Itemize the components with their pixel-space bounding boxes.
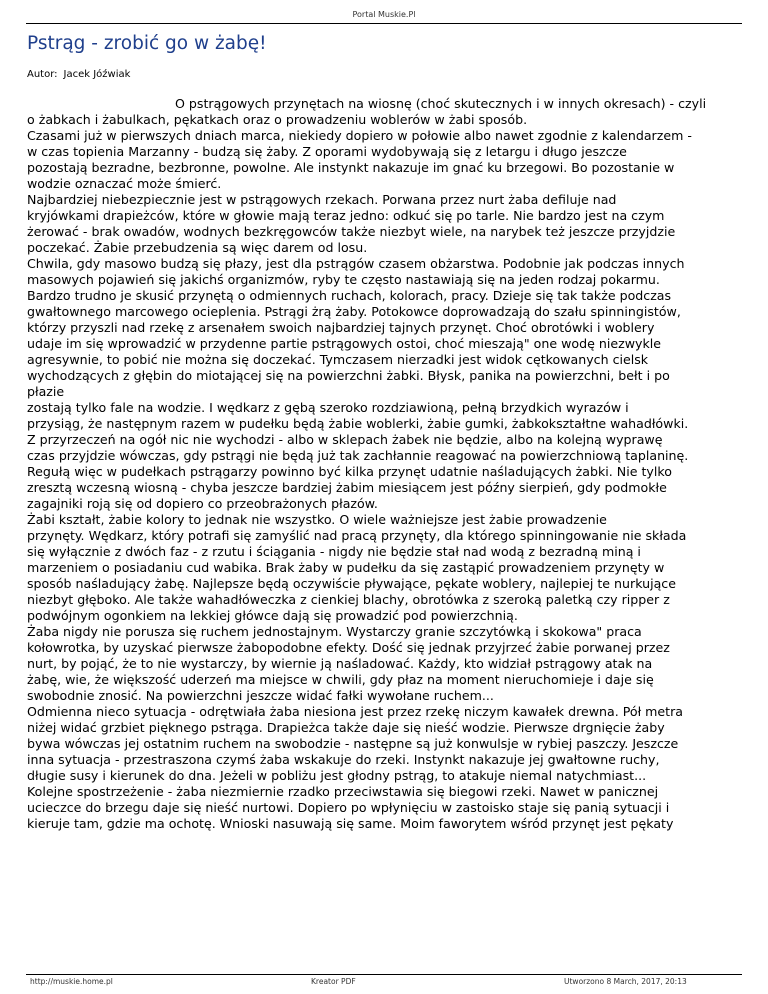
text-line: czas przyjdzie wówczas, gdy pstrągi nie będą już tak zachłannie reagować na powierzchniową taplaninę. <box>27 448 689 463</box>
text-line: bywa wówczas jej ostatnim ruchem na swobodzie - następne są już konwulsje w rybiej paszczy. Jeszcze <box>27 736 679 751</box>
text-line: kieruje tam, gdzie ma ochotę. Wnioski nasuwają się same. Moim faworytem wśród przynęt jest pękaty <box>27 816 674 831</box>
paragraph <box>27 400 743 432</box>
text-line: poczekać. Żabie przebudzenia są więc darem od losu. <box>27 240 368 255</box>
paragraph <box>27 128 743 192</box>
text-line: swobodnie znosić. Na powierzchni jeszcze widać fałki wywołane ruchem... <box>27 688 494 703</box>
text-line: żabę, wie, że większość uderzeń ma miejsce w chwili, gdy płaz na moment nieruchomieje i daje się <box>27 672 654 687</box>
text-line: przynęty. Wędkarz, który potrafi się zamyślić nad pracą przynęty, dla którego spinningowanie nie składa <box>27 528 687 543</box>
author-name: Jacek Jóźwiak <box>63 69 131 80</box>
text-line: żerować - brak owadów, wodnych bezkręgowców także niezbyt wiele, na narybek też jeszcze przyjdzie <box>27 224 676 239</box>
text-line: Kolejne spostrzeżenie - żaba niezmiernie rzadko przeciwstawia się biegowi rzeki. Nawet w panicznej <box>27 784 659 799</box>
text-line: niżej widać grzbiet pięknego pstrąga. Drapieżca także daje się nieść wodzie. Pierwsze drgnięcie żaby <box>27 720 665 735</box>
text-line: płazie <box>27 384 65 399</box>
article-body <box>27 96 743 832</box>
text-line: sposób naśladujący żabę. Najlepsze będą oczywiście pływające, pękate woblery, najlepiej te nurkujące <box>27 576 676 591</box>
text-line: Najbardziej niebezpiecznie jest w pstrągowych rzekach. Porwana przez nurt żaba defiluje nad <box>27 192 617 207</box>
text-line: zagajniki roją się od dopiero co przeobrażonych płazów. <box>27 496 378 511</box>
paragraph <box>27 432 743 512</box>
author-label: Autor: <box>27 69 58 80</box>
header-divider <box>26 23 742 24</box>
text-line: się wyłącznie z dwóch faz - z rzutu i ściągania - nigdy nie będzie stał nad wodą z bezradną miną i <box>27 544 641 559</box>
text-line: Bardzo trudno je skusić przynętą o odmiennych ruchach, kolorach, pracy. Dzieje się tak także podczas <box>27 288 672 303</box>
lead-paragraph <box>27 96 743 128</box>
text-line: inna sytuacja - przestraszona czymś żaba wskakuje do rzeki. Instynkt nakazuje jej gwałtowne ruchy, <box>27 752 660 767</box>
site-header: Portal Muskie.Pl <box>352 10 416 19</box>
text-line: Żabi kształt, żabie kolory to jednak nie wszystko. O wiele ważniejsze jest żabie prowadzenie <box>27 512 607 527</box>
text-line: wychodzących z głębin do miotającej się na powierzchni żabki. Błysk, panika na powierzchni, bełt i po <box>27 368 670 383</box>
text-line: nurt, by pojąć, że to nie wystarczy, by wiernie ją naśladować. Każdy, kto widział pstrągowy atak na <box>27 656 653 671</box>
footer-divider <box>26 974 742 975</box>
text-line: udaje im się wprowadzić w przydenne partie pstrągowych ostoi, choć mieszają" one wodę niezwykle <box>27 336 661 351</box>
footer-url: http://muskie.home.pl <box>30 977 113 986</box>
paragraph <box>27 784 743 832</box>
text-line: w czas topienia Marzanny - budzą się żaby. Z oporami wydobywają się z letargu i długo jeszcze <box>27 144 627 159</box>
text-line: kołowrotka, by uzyskać pierwsze żabopodobne efekty. Dość się jednak przyjrzeć żabie porwanej przez <box>27 640 670 655</box>
text-line: podwójnym ogonkiem na lekkiej główce dają się prowadzić pod powierzchnią. <box>27 608 518 623</box>
paragraph <box>27 624 743 704</box>
text-line: Odmienna nieco sytuacja - odrętwiała żaba niesiona jest przez rzekę niczym kawałek drewna. Pół metra <box>27 704 683 719</box>
text-line: Chwila, gdy masowo budzą się płazy, jest dla pstrągów czasem obżarstwa. Podobnie jak podczas innych <box>27 256 685 271</box>
page-title: Pstrąg - zrobić go w żabę! <box>27 33 267 54</box>
text-line: kryjówkami drapieżców, które w głowie mają teraz jedno: odkuć się po tarle. Nie bardzo jest na czym <box>27 208 665 223</box>
text-line: Z przyrzeczeń na ogół nic nie wychodzi - albo w sklepach żabek nie będzie, albo na kolejną wyprawę <box>27 432 663 447</box>
text-line: Żaba nigdy nie porusza się ruchem jednostajnym. Wystarczy granie szczytówką i skokowa" praca <box>27 624 642 639</box>
footer-created: Utworzono 8 March, 2017, 20:13 <box>564 977 687 986</box>
text-line: masowych pojawień się jakichś organizmów, ryby te często nastawiają się na jeden rodzaj pokarmu. <box>27 272 660 287</box>
paragraph <box>27 512 743 528</box>
text-line: Czasami już w pierwszych dniach marca, niekiedy dopiero w połowie albo nawet zgodnie z kalendarzem - <box>27 128 692 143</box>
paragraph <box>27 704 743 784</box>
text-line: niezbyt głęboko. Ale także wahadłóweczka z cienkiej blachy, obrotówka z szeroką paletką czy ripper z <box>27 592 670 607</box>
text-line: marzeniem o posiadaniu cud wabika. Brak żaby w pudełku da się zastąpić prowadzeniem przynęty w <box>27 560 665 575</box>
footer-generator: Kreator PDF <box>311 977 356 986</box>
paragraph <box>27 256 743 400</box>
text-line: długie susy i kierunek do dna. Jeżeli w pobliżu jest głodny pstrąg, to atakuje niemal natychmiast... <box>27 768 647 783</box>
text-line: zresztą wczesną wiosną - chyba jeszcze bardziej żabim miesiącem jest późny sierpień, gdy podmokłe <box>27 480 667 495</box>
text-line: zostają tylko fale na wodzie. I wędkarz z gębą szeroko rozdziawioną, pełną brzydkich wyrazów i <box>27 400 629 415</box>
paragraph <box>27 528 743 624</box>
text-line: którzy przyszli nad rzekę z arsenałem swoich najbardziej tajnych przynęt. Choć obrotówki i woblery <box>27 320 655 335</box>
text-line: ucieczce do brzegu daje się nieść nurtowi. Dopiero po wpłynięciu w zastoisko staje się panią sytuacji i <box>27 800 670 815</box>
lead-line: o żabkach i żabulkach, pękatkach oraz o prowadzeniu woblerów w żabi sposób. <box>27 112 528 127</box>
text-line: wodzie oznaczać może śmierć. <box>27 176 222 191</box>
lead-line: O pstrągowych przynętach na wiosnę (choć skutecznych i w innych okresach) - czyli <box>175 96 707 111</box>
paragraph <box>27 192 743 256</box>
text-line: gwałtownego marcowego ocieplenia. Pstrągi żrą żaby. Potokowce doprowadzają do szału spinningistów, <box>27 304 681 319</box>
text-line: pozostają bezradne, bezbronne, powolne. Ale instynkt nakazuje im gnać ku brzegowi. Bo pozostanie w <box>27 160 675 175</box>
text-line: agresywnie, to pobić nie można się doczekać. Tymczasem nierzadki jest widok cętkowanych cielsk <box>27 352 649 367</box>
author-line <box>27 69 130 80</box>
text-line: Regułą więc w pudełkach pstrągarzy powinno być kilka przynęt udatnie naśladujących żabki. Nie tylko <box>27 464 672 479</box>
text-line: przysiąg, że następnym razem w pudełku będą żabie woblerki, żabie gumki, żabkokształtne wahadłówki. <box>27 416 689 431</box>
